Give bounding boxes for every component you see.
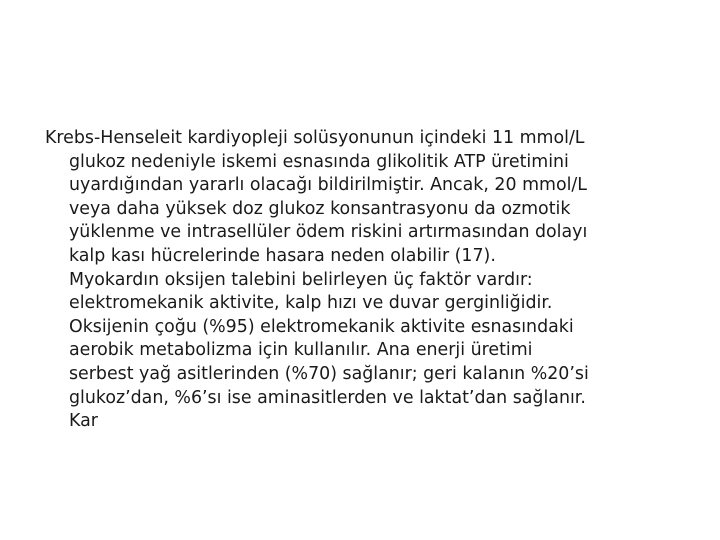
text-line: glukoz’dan, %6’sı ise aminasitlerden ve laktat’dan sağlanır.: [69, 387, 586, 408]
text-line: glukoz nedeniyle iskemi esnasında glikolitik ATP üretimini: [69, 151, 569, 172]
text-line: Oksijenin çoğu (%95) elektromekanik aktivite esnasındaki: [69, 316, 574, 337]
text-line: kalp kası hücrelerinde hasara neden olabilir (17).: [69, 245, 496, 266]
text-line: uyardığından yararlı olacağı bildirilmiştir. Ancak, 20 mmol/L: [69, 175, 587, 196]
text-line: aerobik metabolizma için kullanılır. Ana enerji üretimi: [69, 340, 533, 361]
text-line: Myokardın oksijen talebini belirleyen üç faktör vardır:: [69, 269, 533, 290]
text-line: elektromekanik aktivite, kalp hızı ve duvar gerginliğidir.: [69, 293, 553, 314]
text-line: yüklenme ve intrasellüler ödem riskini artırmasından dolayı: [69, 222, 588, 243]
text-line: serbest yağ asitlerinden (%70) sağlanır; geri kalanın %20’si: [69, 363, 589, 384]
text-line: veya daha yüksek doz glukoz konsantrasyonu da ozmotik: [69, 198, 571, 219]
text-line: Kar: [69, 411, 98, 432]
body-text: [45, 127, 713, 434]
text-line: Krebs-Henseleit kardiyopleji solüsyonunun içindeki 11 mmol/L: [45, 128, 585, 148]
